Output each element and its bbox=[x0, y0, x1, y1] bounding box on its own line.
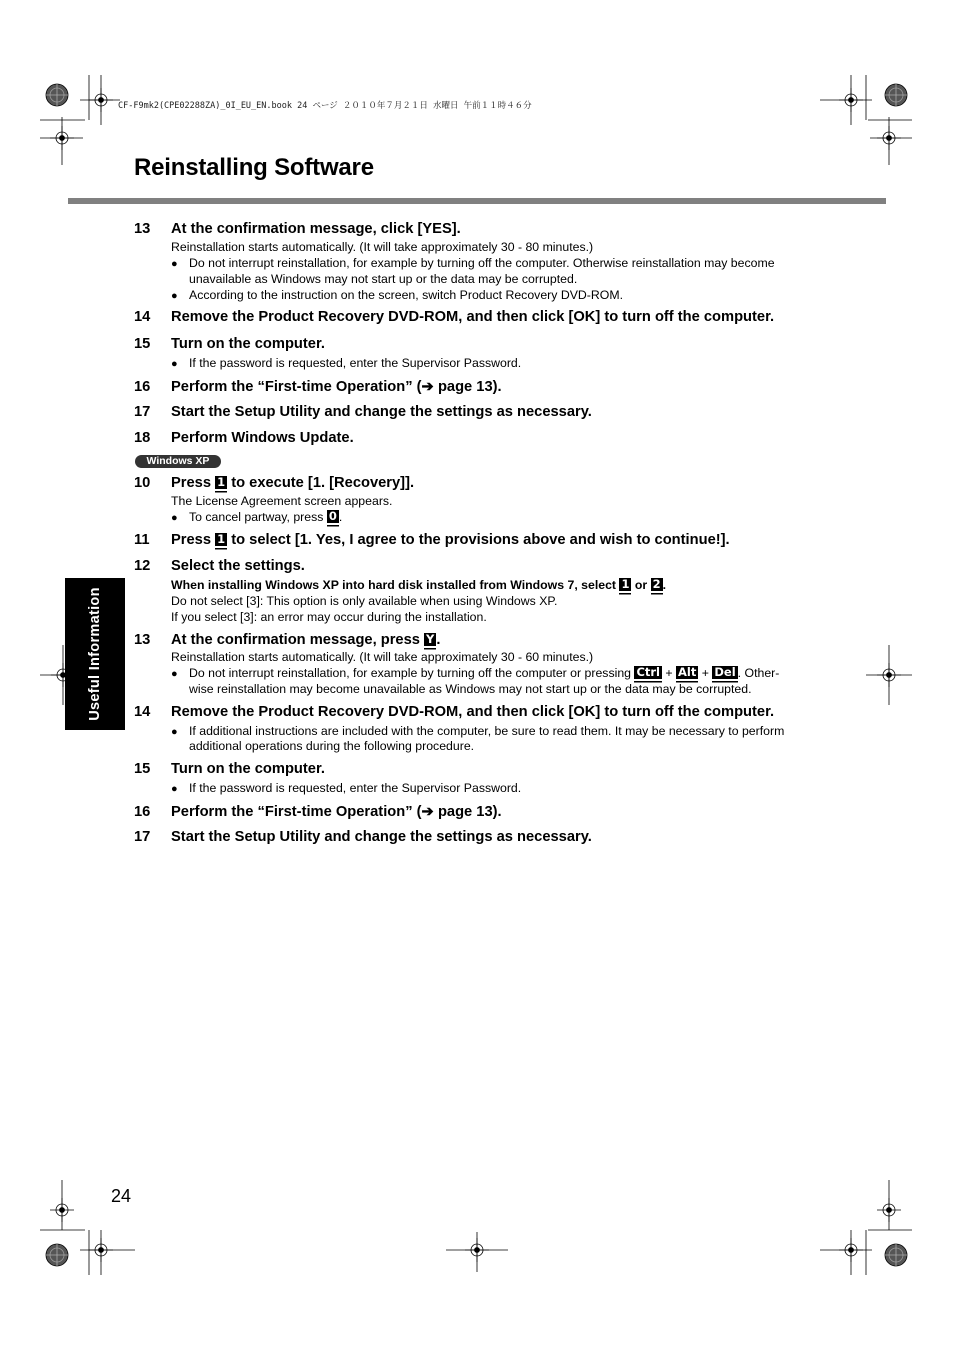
bullet-item: ● Do not interrupt reinstallation, for example by turning off the computer. Otherwise reinstallation may become bbox=[171, 256, 775, 270]
step-18-windows-update: 18 Perform Windows Update. bbox=[134, 430, 354, 446]
side-tab-label: Useful Information bbox=[87, 587, 103, 721]
key-alt: Alt bbox=[678, 665, 697, 679]
step-13-press-y: 13 At the confirmation message, press Y . bbox=[134, 632, 441, 648]
step-note: If you select [3]: an error may occur during the installation. bbox=[171, 610, 487, 624]
key-1: 1 bbox=[217, 475, 226, 489]
bullet-item: ● According to the instruction on the screen, switch Product Recovery DVD-ROM. bbox=[171, 288, 623, 302]
key-2: 2 bbox=[652, 577, 661, 591]
step-note: Reinstallation starts automatically. (It will take approximately 30 - 60 minutes.) bbox=[171, 650, 594, 664]
page-title: Reinstalling Software bbox=[134, 154, 374, 181]
key-ctrl: Ctrl bbox=[636, 665, 660, 679]
step-10-recovery: 10 Press 1 to execute [1. [Recovery]]. bbox=[134, 475, 415, 491]
bullet-item: ● If the password is requested, enter the Supervisor Password. bbox=[171, 356, 522, 370]
step-note: Reinstallation starts automatically. (It will take approximately 30 - 80 minutes.) bbox=[171, 240, 594, 254]
bullet-continuation: unavailable as Windows may not start up or the data may be corrupted. bbox=[189, 272, 578, 286]
file-info-header: CF-F9mk2(CPE02288ZA)_0I_EU_EN.book 24 ページ ２０１０年７月２１日 水曜日 午前１１時４６分 bbox=[118, 101, 532, 111]
key-del: Del bbox=[714, 665, 736, 679]
windows-xp-badge: Windows XP bbox=[135, 455, 221, 468]
bullet-item: ● Do not interrupt reinstallation, for example by turning off the computer or pressing Ctrl + Alt + Del . Other- bbox=[171, 665, 780, 680]
step-15-turn-on: 15 Turn on the computer. bbox=[134, 336, 325, 352]
bullet-continuation: wise reinstallation may become unavailable as Windows may not start up or the data may be corrupted. bbox=[189, 682, 752, 696]
title-divider bbox=[68, 198, 886, 204]
step-14-remove-dvd: 14 Remove the Product Recovery DVD-ROM, and then click [OK] to turn off the computer. bbox=[134, 704, 775, 720]
arrow-icon: ➔ bbox=[421, 804, 434, 820]
step-14-remove-dvd: 14 Remove the Product Recovery DVD-ROM, and then click [OK] to turn off the computer. bbox=[134, 309, 775, 325]
step-17-setup-utility: 17 Start the Setup Utility and change the settings as necessary. bbox=[134, 829, 592, 845]
bullet-item: ● To cancel partway, press 0 . bbox=[171, 509, 343, 524]
bullet-item: ● If additional instructions are included with the computer, be sure to read them. It may be necessary to perform bbox=[171, 724, 785, 738]
key-1: 1 bbox=[217, 532, 226, 546]
bullet-continuation: additional operations during the following procedure. bbox=[189, 739, 475, 753]
key-y: Y bbox=[426, 632, 435, 646]
bullet-item: ● If the password is requested, enter the Supervisor Password. bbox=[171, 781, 522, 795]
key-0: 0 bbox=[328, 509, 337, 523]
step-13-confirm-yes: 13 At the confirmation message, click [YES]. bbox=[134, 221, 461, 237]
step-note: The License Agreement screen appears. bbox=[171, 494, 393, 508]
step-16-first-time-operation: 16 Perform the “First-time Operation” (➔ page 13). bbox=[134, 379, 502, 395]
key-1: 1 bbox=[621, 577, 630, 591]
step-11-agree: 11 Press 1 to select [1. Yes, I agree to the provisions above and wish to continue!]. bbox=[134, 532, 730, 548]
step-17-setup-utility: 17 Start the Setup Utility and change the settings as necessary. bbox=[134, 404, 592, 420]
step-12-select-settings: 12 Select the settings. bbox=[134, 558, 305, 574]
step-note: Do not select [3]: This option is only available when using Windows XP. bbox=[171, 594, 558, 608]
step-15-turn-on: 15 Turn on the computer. bbox=[134, 761, 325, 777]
page-number: 24 bbox=[111, 1186, 132, 1206]
step-note-bold: When installing Windows XP into hard disk installed from Windows 7, select 1 or 2 . bbox=[171, 577, 667, 592]
step-16-first-time-operation: 16 Perform the “First-time Operation” (➔ page 13). bbox=[134, 804, 502, 820]
arrow-icon: ➔ bbox=[421, 379, 434, 395]
